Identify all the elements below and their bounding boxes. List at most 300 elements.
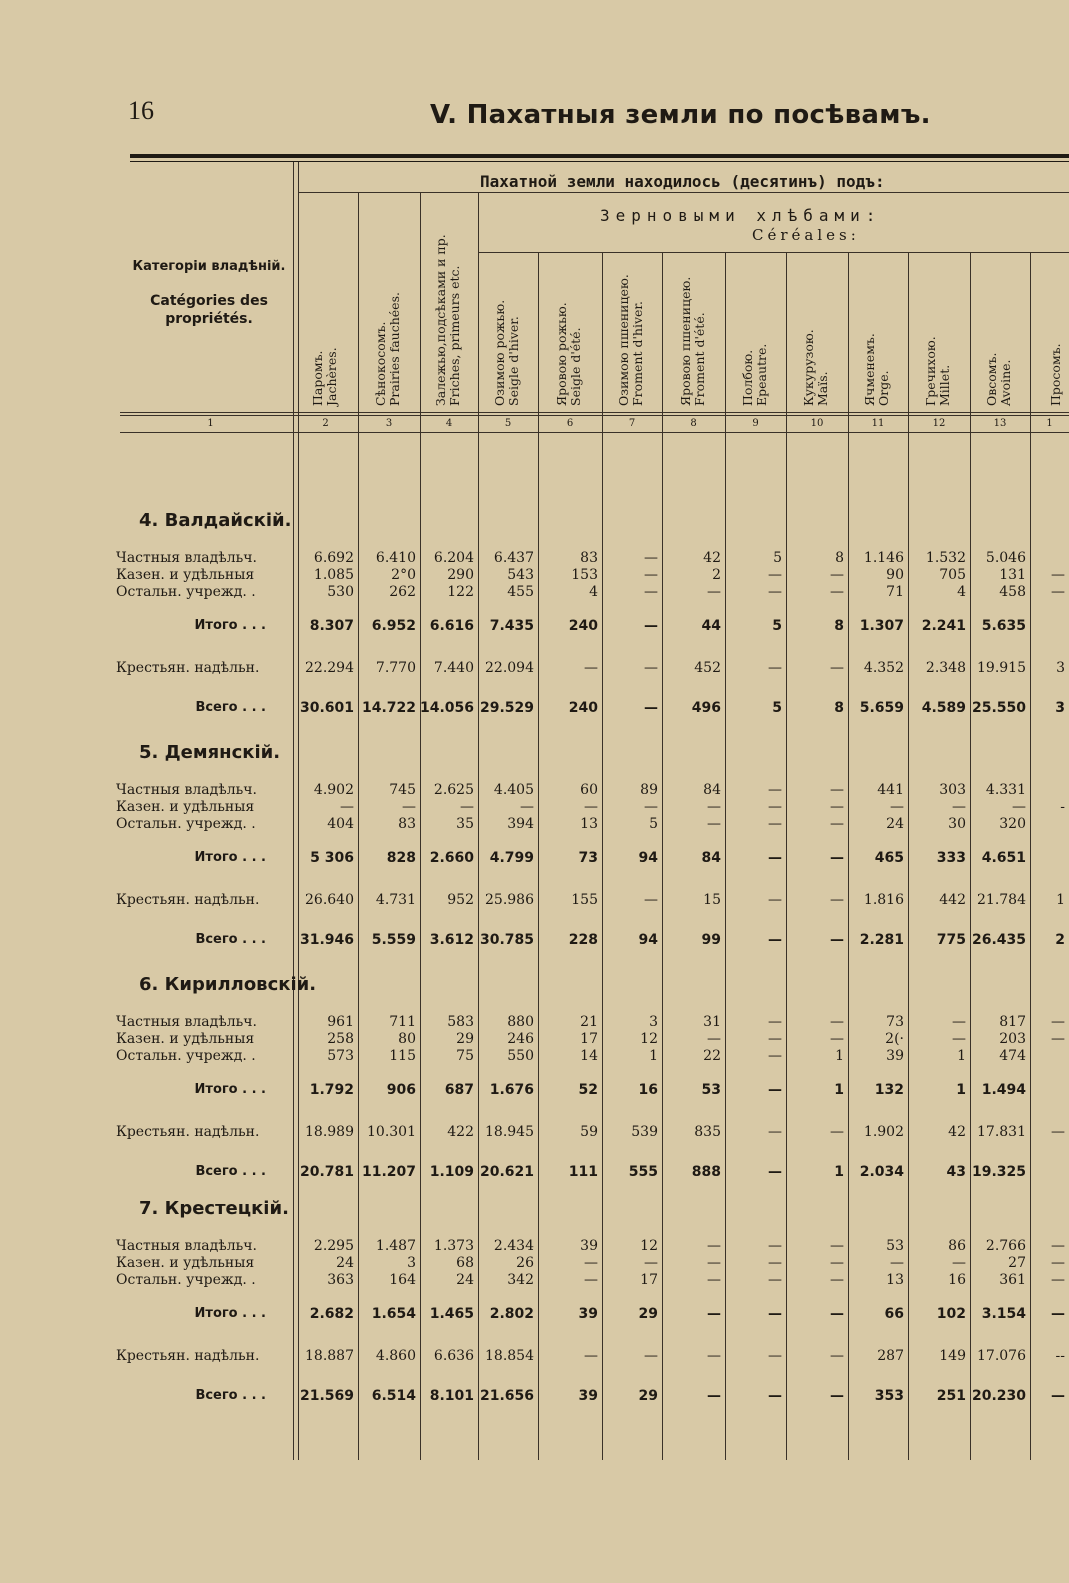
table-cell: —: [644, 618, 658, 634]
column-header-text: [617, 274, 645, 406]
table-cell: 2.660: [429, 850, 474, 866]
table-cell: 29: [456, 1031, 474, 1047]
row-label: Остальн. учрежд. .: [116, 816, 256, 832]
table-cell: —: [707, 1255, 721, 1271]
table-cell: 42: [703, 550, 721, 566]
table-cell: 2.625: [433, 782, 474, 798]
table-cell: 5.659: [859, 700, 904, 716]
table-cell: 39: [580, 1238, 598, 1254]
table-cell: —: [584, 1348, 598, 1364]
table-cell: 8: [835, 550, 844, 566]
total-label: Всего . . .: [195, 1388, 266, 1403]
column-header-text: [434, 234, 462, 406]
table-cell: 342: [507, 1272, 534, 1288]
table-cell: —: [644, 799, 658, 815]
column-header: [478, 192, 538, 410]
table-cell: 84: [703, 782, 721, 798]
table-cell: 1.494: [981, 1082, 1026, 1098]
table-cell: —: [830, 1255, 844, 1271]
table-cell: —: [520, 799, 534, 815]
column-header-ru: Паромъ.: [309, 350, 325, 406]
table-cell: 19.915: [977, 660, 1026, 676]
table-cell: 1: [834, 1082, 844, 1098]
column-header-fr: Jachères.: [323, 347, 339, 406]
table-cell: 2.682: [309, 1306, 354, 1322]
table-cell: 1.816: [863, 892, 904, 908]
table-cell: 27: [1008, 1255, 1026, 1271]
column-number: 1: [1046, 418, 1053, 429]
table-cell: 73: [886, 1014, 904, 1030]
table-cell: 8.307: [309, 618, 354, 634]
table-cell: 30.601: [299, 700, 354, 716]
table-cell: 1.307: [859, 618, 904, 634]
table-cell: —: [830, 584, 844, 600]
column-header-text: [493, 300, 521, 406]
table-cell: 14.722: [361, 700, 416, 716]
column-number: 6: [566, 418, 574, 429]
table-cell: 441: [877, 782, 904, 798]
table-cell: 404: [327, 816, 354, 832]
page-number: 16: [128, 96, 154, 125]
table-cell: 30.785: [479, 932, 534, 948]
table-cell: 705: [939, 567, 966, 583]
table-cell: 132: [874, 1082, 904, 1098]
table-cell: 12: [640, 1238, 658, 1254]
grains-header: Зерновыми хлѣбами:: [600, 206, 882, 225]
table-cell: 43: [946, 1164, 966, 1180]
table-cell: 452: [694, 660, 721, 676]
column-header-fr: Friches, primeurs etc.: [447, 265, 462, 406]
table-cell: —: [644, 892, 658, 908]
column-header-fr: Millet.: [937, 364, 952, 406]
table-cell: —: [952, 1255, 966, 1271]
column-header-text: [985, 353, 1013, 406]
table-cell: 363: [327, 1272, 354, 1288]
table-cell: 228: [568, 932, 598, 948]
table-cell: 8: [834, 700, 844, 716]
table-cell: 17: [580, 1031, 598, 1047]
table-cell: —: [1051, 1306, 1065, 1322]
table-cell: —: [707, 1306, 721, 1322]
table-cell: —: [707, 1348, 721, 1364]
table-cell: 3: [1055, 700, 1065, 716]
total-label: Итого . . .: [194, 618, 266, 633]
table-cell: 80: [398, 1031, 416, 1047]
table-cell: 18.945: [485, 1124, 534, 1140]
table-cell: 60: [580, 782, 598, 798]
table-cell: —: [952, 1014, 966, 1030]
table-cell: 149: [939, 1348, 966, 1364]
table-cell: 361: [999, 1272, 1026, 1288]
table-cell: —: [830, 1014, 844, 1030]
table-cell: 14: [580, 1048, 598, 1064]
table-cell: —: [830, 1388, 844, 1404]
table-cell: 4.902: [313, 782, 354, 798]
table-cell: 711: [389, 1014, 416, 1030]
header-rule-thin: [130, 161, 1069, 162]
column-header-ru: Яровою рожью.: [554, 302, 569, 406]
table-cell: —: [644, 550, 658, 566]
table-cell: —: [644, 567, 658, 583]
table-cell: 39: [886, 1048, 904, 1064]
table-cell: —: [830, 782, 844, 798]
table-cell: —: [830, 850, 844, 866]
column-header-text: [863, 333, 891, 406]
table-cell: 539: [631, 1124, 658, 1140]
table-cell: —: [1051, 1031, 1065, 1047]
column-number: 1: [207, 418, 214, 429]
table-cell: 2.802: [489, 1306, 534, 1322]
column-header: [602, 252, 662, 410]
row-label: Крестьян. надѣльн.: [116, 892, 260, 908]
table-cell: 6.952: [371, 618, 416, 634]
categories-header-ru: Категоріи владѣній.: [132, 259, 286, 274]
table-cell: —: [768, 932, 782, 948]
table-cell: 164: [389, 1272, 416, 1288]
table-cell: 880: [507, 1014, 534, 1030]
row-label: Казен. и удѣльныя: [116, 799, 255, 815]
column-header-fr: Avoine.: [998, 359, 1013, 406]
table-cell: 19.325: [971, 1164, 1026, 1180]
table-cell: 53: [701, 1082, 721, 1098]
table-cell: 258: [327, 1031, 354, 1047]
table-cell: 240: [568, 700, 598, 716]
table-cell: 1.373: [433, 1238, 474, 1254]
table-cell: —: [707, 1238, 721, 1254]
table-cell: 90: [886, 567, 904, 583]
table-cell: 52: [578, 1082, 598, 1098]
table-cell: 18.854: [485, 1348, 534, 1364]
table-cell: 353: [874, 1388, 904, 1404]
table-cell: 68: [456, 1255, 474, 1271]
table-cell: 287: [877, 1348, 904, 1364]
table-cell: 2.241: [921, 618, 966, 634]
table-cell: 543: [507, 567, 534, 583]
table-cell: 6.204: [433, 550, 474, 566]
table-cell: —: [584, 799, 598, 815]
table-cell: 2.766: [985, 1238, 1026, 1254]
table-cell: —: [584, 1255, 598, 1271]
table-cell: —: [768, 1124, 782, 1140]
table-cell: 44: [701, 618, 721, 634]
table-cell: —: [768, 1348, 782, 1364]
section-title: 7. Крестецкій.: [139, 1198, 289, 1219]
table-cell: 8: [834, 618, 844, 634]
column-header-ru: Полбою.: [739, 349, 755, 406]
table-cell: —: [402, 799, 416, 815]
table-cell: 13: [580, 816, 598, 832]
table-cell: 39: [578, 1388, 598, 1404]
table-cell: 303: [939, 782, 966, 798]
table-cell: 3: [649, 1014, 658, 1030]
table-cell: 11.207: [361, 1164, 416, 1180]
total-label: Итого . . .: [194, 850, 266, 865]
column-header: [786, 252, 848, 410]
table-cell: 22.094: [485, 660, 534, 676]
table-cell: —: [584, 1272, 598, 1288]
table-cell: 16: [638, 1082, 658, 1098]
table-cell: 3: [1056, 660, 1065, 676]
header-divider: [120, 415, 1069, 416]
table-cell: 29: [638, 1388, 658, 1404]
table-cell: 1.487: [375, 1238, 416, 1254]
table-cell: 1.676: [489, 1082, 534, 1098]
column-number: 8: [690, 418, 697, 429]
page-title: V. Пахатныя земли по посѣвамъ.: [430, 100, 931, 130]
table-cell: 111: [568, 1164, 598, 1180]
column-header-fr: Maïs.: [815, 371, 830, 406]
table-cell: 458: [999, 584, 1026, 600]
table-cell: 203: [999, 1031, 1026, 1047]
table-cell: 1.146: [863, 550, 904, 566]
table-cell: 17.076: [977, 1348, 1026, 1364]
table-cell: 26: [516, 1255, 534, 1271]
table-cell: --: [1055, 1348, 1065, 1364]
categories-header: [128, 258, 290, 328]
table-cell: —: [707, 1272, 721, 1288]
row-label: Казен. и удѣльныя: [116, 1031, 255, 1047]
table-cell: 17.831: [977, 1124, 1026, 1140]
table-cell: 952: [447, 892, 474, 908]
table-cell: 115: [389, 1048, 416, 1064]
table-cell: 1.654: [371, 1306, 416, 1322]
table-cell: 6.692: [313, 550, 354, 566]
table-cell: 455: [507, 584, 534, 600]
table-cell: 39: [578, 1306, 598, 1322]
table-cell: 583: [447, 1014, 474, 1030]
row-label: Крестьян. надѣльн.: [116, 660, 260, 676]
table-cell: 26.640: [305, 892, 354, 908]
total-label: Итого . . .: [194, 1306, 266, 1321]
row-label: Частныя владѣльч.: [116, 1238, 257, 1254]
table-cell: —: [830, 1124, 844, 1140]
table-cell: —: [830, 1031, 844, 1047]
row-label: Частныя владѣльч.: [116, 550, 257, 566]
table-cell: 2: [712, 567, 721, 583]
table-cell: 5.635: [981, 618, 1026, 634]
table-cell: 20.230: [971, 1388, 1026, 1404]
table-cell: —: [830, 892, 844, 908]
table-cell: 828: [386, 850, 416, 866]
table-cell: 21.569: [299, 1388, 354, 1404]
table-cell: —: [768, 850, 782, 866]
table-cell: 24: [456, 1272, 474, 1288]
table-cell: 2(·: [885, 1031, 904, 1047]
table-cell: —: [830, 799, 844, 815]
table-cell: —: [768, 1272, 782, 1288]
table-cell: 4.589: [921, 700, 966, 716]
table-cell: 35: [456, 816, 474, 832]
table-cell: 687: [444, 1082, 474, 1098]
table-cell: 1.792: [309, 1082, 354, 1098]
column-header-text: [1049, 343, 1063, 406]
table-cell: 474: [999, 1048, 1026, 1064]
table-cell: —: [768, 816, 782, 832]
table-cell: 83: [580, 550, 598, 566]
table-cell: —: [768, 1082, 782, 1098]
table-cell: 21: [580, 1014, 598, 1030]
table-cell: 1.109: [429, 1164, 474, 1180]
table-cell: 5: [772, 618, 782, 634]
section-title: 4. Валдайскій.: [139, 510, 292, 531]
table-cell: —: [1051, 1255, 1065, 1271]
row-label: Казен. и удѣльныя: [116, 567, 255, 583]
table-cell: 2.348: [925, 660, 966, 676]
table-cell: 5.046: [985, 550, 1026, 566]
row-label: Частныя владѣльч.: [116, 782, 257, 798]
table-cell: —: [644, 700, 658, 716]
table-cell: —: [768, 567, 782, 583]
table-cell: 7.435: [489, 618, 534, 634]
column-header-text: [374, 292, 402, 406]
table-cell: —: [644, 1348, 658, 1364]
table-cell: —: [952, 1031, 966, 1047]
section-title: 5. Демянскій.: [139, 742, 281, 763]
table-cell: —: [952, 799, 966, 815]
table-cell: 2.281: [859, 932, 904, 948]
table-cell: —: [768, 782, 782, 798]
column-number: 7: [628, 418, 636, 429]
table-cell: 2°0: [391, 567, 416, 583]
row-label: Частныя владѣльч.: [116, 1014, 257, 1030]
table-cell: 1.902: [863, 1124, 904, 1140]
table-cell: 24: [336, 1255, 354, 1271]
categories-header-fr: Catégories des propriétés.: [150, 293, 268, 327]
table-cell: —: [768, 1048, 782, 1064]
table-cell: —: [830, 1272, 844, 1288]
column-header-fr: Seigle d'hiver.: [506, 316, 521, 406]
column-header-fr: Froment d'hiver.: [630, 301, 645, 406]
column-header-text: [555, 302, 583, 406]
column-header: [420, 192, 478, 410]
table-cell: —: [768, 1238, 782, 1254]
table-cell: —: [830, 660, 844, 676]
table-cell: 496: [691, 700, 721, 716]
table-cell: 1.465: [429, 1306, 474, 1322]
table-cell: —: [830, 816, 844, 832]
table-cell: 3.612: [429, 932, 474, 948]
table-cell: -: [1060, 799, 1065, 815]
table-cell: 22.294: [305, 660, 354, 676]
header-divider: [120, 412, 1069, 413]
table-cell: 53: [886, 1238, 904, 1254]
header-rule: [130, 154, 1069, 158]
column-header-ru: Гречихою.: [923, 336, 938, 406]
table-cell: 1: [1056, 892, 1065, 908]
column-header-ru: Сѣнокосомъ.: [373, 321, 388, 406]
table-cell: —: [1051, 1014, 1065, 1030]
table-cell: 906: [386, 1082, 416, 1098]
column-number: 11: [871, 418, 885, 429]
table-cell: 7.770: [375, 660, 416, 676]
column-header-text: [311, 347, 339, 406]
table-cell: 4.352: [863, 660, 904, 676]
table-cell: —: [768, 1388, 782, 1404]
table-cell: —: [707, 799, 721, 815]
table-cell: —: [768, 660, 782, 676]
table-cell: 75: [456, 1048, 474, 1064]
table-cell: 4.731: [375, 892, 416, 908]
table-cell: 465: [874, 850, 904, 866]
table-cell: —: [830, 1348, 844, 1364]
table-cell: —: [644, 584, 658, 600]
table-cell: 2.295: [313, 1238, 354, 1254]
table-cell: 246: [507, 1031, 534, 1047]
table-cell: —: [644, 1255, 658, 1271]
row-label: Остальн. учрежд. .: [116, 584, 256, 600]
table-cell: —: [768, 799, 782, 815]
total-label: Всего . . .: [195, 932, 266, 947]
table-cell: 8.101: [429, 1388, 474, 1404]
table-cell: 20.781: [299, 1164, 354, 1180]
column-header-ru: Яровою пшеницею.: [677, 276, 693, 406]
table-cell: —: [707, 1388, 721, 1404]
table-cell: 817: [999, 1014, 1026, 1030]
column-number: 13: [993, 418, 1007, 429]
table-cell: —: [1051, 1238, 1065, 1254]
table-cell: 89: [640, 782, 658, 798]
column-header-fr: Prairies fauchées.: [387, 292, 402, 406]
table-cell: —: [460, 799, 474, 815]
table-cell: 290: [447, 567, 474, 583]
row-label: Казен. и удѣльныя: [116, 1255, 255, 1271]
table-cell: 155: [571, 892, 598, 908]
column-header: [970, 252, 1030, 410]
table-cell: 6.437: [493, 550, 534, 566]
row-label: Остальн. учрежд. .: [116, 1048, 256, 1064]
table-cell: 320: [999, 816, 1026, 832]
column-header-fr: Froment d'été.: [691, 312, 707, 406]
header-divider: [120, 432, 1069, 433]
table-cell: —: [584, 660, 598, 676]
table-cell: —: [890, 1255, 904, 1271]
table-cell: 31.946: [299, 932, 354, 948]
table-cell: 3: [407, 1255, 416, 1271]
table-cell: 18.989: [305, 1124, 354, 1140]
table-cell: 530: [327, 584, 354, 600]
table-cell: 4.651: [981, 850, 1026, 866]
table-cell: —: [768, 1306, 782, 1322]
table-cell: 84: [701, 850, 721, 866]
table-cell: 3.154: [981, 1306, 1026, 1322]
table-cell: 573: [327, 1048, 354, 1064]
total-label: Итого . . .: [194, 1082, 266, 1097]
table-cell: 251: [936, 1388, 966, 1404]
table-cell: 99: [701, 932, 721, 948]
table-cell: 4: [589, 584, 598, 600]
column-number: 9: [752, 418, 759, 429]
column-header-text: [924, 336, 952, 406]
column-header-ru: Овсомъ.: [984, 352, 999, 406]
table-cell: 18.887: [305, 1348, 354, 1364]
table-cell: 442: [939, 892, 966, 908]
table-cell: —: [830, 932, 844, 948]
table-cell: 83: [398, 816, 416, 832]
total-label: Всего . . .: [195, 1164, 266, 1179]
column-header: [725, 252, 786, 410]
table-cell: 888: [691, 1164, 721, 1180]
table-cell: 31: [703, 1014, 721, 1030]
table-cell: 21.784: [977, 892, 1026, 908]
table-cell: 422: [447, 1124, 474, 1140]
table-cell: 4.331: [985, 782, 1026, 798]
table-cell: 73: [578, 850, 598, 866]
table-cell: 5 306: [310, 850, 354, 866]
table-cell: 550: [507, 1048, 534, 1064]
table-cell: —: [707, 816, 721, 832]
column-header: [358, 192, 420, 410]
table-cell: 7.440: [433, 660, 474, 676]
